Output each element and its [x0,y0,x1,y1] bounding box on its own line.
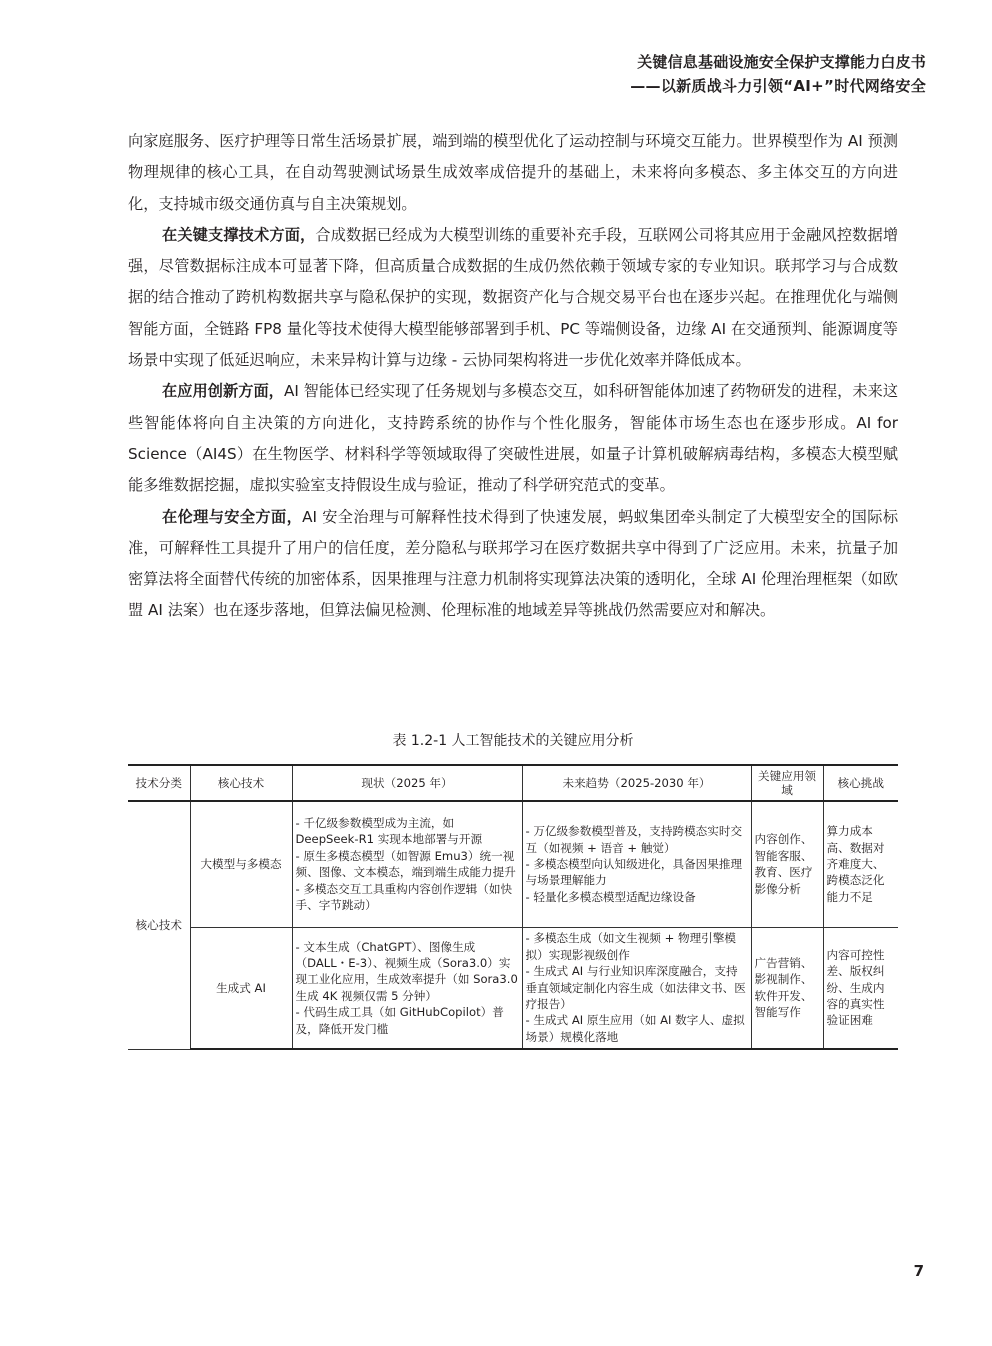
challenges-cell: 内容可控性差、版权纠纷、生成内容的真实性验证困难 [823,927,898,1049]
status-item: - 文本生成（ChatGPT）、图像生成（DALL・E-3）、视频生成（Sora3.0）实现工业化应用，生成效率提升（如 Sora3.0 生成 4K 视频仅需 5 分钟） [295,939,518,1003]
tech-cell: 生成式 AI [190,927,292,1049]
paragraph-3-lead: 在应用创新方面， [162,382,284,401]
trend-cell [522,801,751,927]
trend-item: - 万亿级参数模型普及，支持跨模态实时交互（如视频 + 语音 + 触觉） [525,824,743,855]
trend-item: - 多模态生成（如文生视频 + 物理引擎模拟）实现影视级创作 [525,931,736,962]
status-item: - 原生多模态模型（如智源 Emu3）统一视频、图像、文本模态，端到端生成能力提升 [295,848,516,880]
category-cell: 核心技术 [128,801,190,1049]
trend-item: - 生成式 AI 与行业知识库深度融合，支持垂直领域定制化内容生成（如法律文书、医疗报告） [525,964,746,1011]
paragraph-4-text: AI 安全治理与可解释性技术得到了快速发展，蚂蚁集团牵头制定了大模型安全的国际标准，可解释性工具提升了用户的信任度，差分隐私与联邦学习在医疗数据共享中得到了广泛应用。未来，抗量子加密算法将全面替代传统的加密体系，因果推理与注意力机制将实现算法决策的透明化，全球 AI 伦理治理框架（如欧盟 AI 法案）也在逐步落地，但算法偏见检测、伦理标准的地域差异等挑战仍然需要应对和解决。 [128,507,899,620]
header-subtitle: ——以新质战斗力引领“AI+”时代网络安全 [630,77,926,95]
header-challenges: 核心挑战 [823,765,898,801]
trend-item: - 多模态模型向认知级进化，具备因果推理与场景理解能力 [525,857,743,888]
paragraph-3-text: AI 智能体已经实现了任务规划与多模态交互，如科研智能体加速了药物研发的进程，未来这些智能体将向自主决策的方向进化，支持跨系统的协作与个性化服务，智能体市场生态也在逐步形成。AI for Science（AI4S）在生物医学、材料科学等领域取得了突破性进展，如量子计算机破解病毒结构，多模态大模型赋能多维数据挖掘，虚拟实验室支持假设生成与验证，推动了科学研究范式的变革。 [128,382,899,495]
trend-item: - 轻量化多模态模型适配边缘设备 [525,889,696,904]
tech-cell: 大模型与多模态 [190,801,292,927]
paragraph-1: 向家庭服务、医疗护理等日常生活场景扩展，端到端的模型优化了运动控制与环境交互能力。世界模型作为 AI 预测物理规律的核心工具，在自动驾驶测试场景生成效率成倍提升的基础上，未来将向多模态、多主体交互的方向进化，支持城市级交通仿真与自主决策规划。 [128,132,898,213]
page-number: 7 [913,1262,924,1280]
table-row [128,927,898,1049]
header-trend: 未来趋势（2025-2030 年） [522,765,751,801]
status-item: - 多模态交互工具重构内容创作逻辑（如快手、字节跳动） [295,881,513,913]
table-header-row [128,765,898,801]
paragraph-4 [128,502,898,627]
fields-cell: 广告营销、影视制作、软件开发、智能写作 [751,927,823,1049]
table-row [128,801,898,927]
status-cell [292,927,522,1049]
status-cell [292,801,522,927]
paragraph-2-text: 合成数据已经成为大模型训练的重要补充手段，互联网公司将其应用于金融风控数据增强，尽管数据标注成本可显著下降，但高质量合成数据的生成仍然依赖于领域专家的专业知识。联邦学习与合成数据的结合推动了跨机构数据共享与隐私保护的实现，数据资产化与合规交易平台也在逐步兴起。在推理优化与端侧智能方面，全链路 FP8 量化等技术使得大模型能够部署到手机、PC 等端侧设备，边缘 AI 在交通预判、能源调度等场景中实现了低延迟响应，未来异构计算与边缘 - 云协同架构将进一步优化效率并降低成本。 [128,225,899,370]
page-header [630,50,926,98]
ai-tech-table [128,764,898,1050]
trend-item: - 生成式 AI 原生应用（如 AI 数字人、虚拟场景）规模化落地 [525,1013,745,1044]
paragraph-2 [128,220,898,376]
header-category: 技术分类 [128,765,190,801]
status-item: - 代码生成工具（如 GitHubCopilot）普及，降低开发门槛 [295,1005,504,1036]
body-text [128,126,898,627]
paragraph-2-lead: 在关键支撑技术方面， [162,225,316,244]
header-status: 现状（2025 年） [292,765,522,801]
table-caption: 表 1.2-1 人工智能技术的关键应用分析 [392,733,634,749]
fields-cell: 内容创作、智能客服、教育、医疗影像分析 [751,801,823,927]
challenges-cell: 算力成本高、数据对齐难度大、跨模态泛化能力不足 [823,801,898,927]
paragraph-4-lead: 在伦理与安全方面， [162,507,303,526]
paragraph-3 [128,376,898,501]
trend-cell [522,927,751,1049]
status-item: - 千亿级参数模型成为主流，如 DeepSeek-R1 实现本地部署与开源 [295,816,483,847]
header-title: 关键信息基础设施安全保护支撑能力白皮书 [637,53,926,71]
header-fields: 关键应用领域 [751,765,823,801]
header-core-tech: 核心技术 [190,765,292,801]
